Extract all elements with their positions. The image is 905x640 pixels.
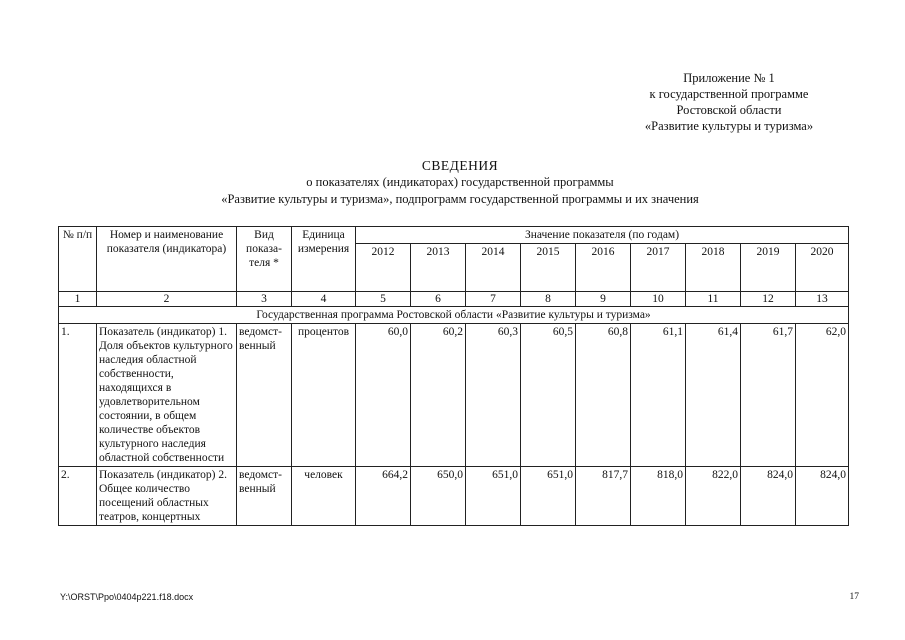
column-number: 1: [59, 292, 97, 307]
indicator-name: Показатель (индикатор) 1. Доля объектов культурного наследия областной собственности, находящихся в удовлетворительном состоянии, в общем количестве объектов культурного наследия областной собственности: [97, 324, 237, 467]
year-cell: 2019: [741, 244, 796, 292]
year-cell: 2014: [466, 244, 521, 292]
column-number: 9: [576, 292, 631, 307]
appendix-line-4: «Развитие культуры и туризма»: [644, 119, 814, 133]
year-cell: 2016: [576, 244, 631, 292]
column-number: 2: [97, 292, 237, 307]
column-number: 5: [356, 292, 411, 307]
indicators-table: [58, 226, 849, 526]
indicator-name: Показатель (индикатор) 2. Общее количество посещений областных театров, концертных: [97, 467, 237, 526]
value-cell: 60,8: [576, 324, 631, 467]
indicator-type: ведомст-венный: [237, 324, 292, 467]
table-row: [59, 324, 849, 467]
year-cell: 2017: [631, 244, 686, 292]
column-number: 3: [237, 292, 292, 307]
appendix-line-1: Приложение № 1: [683, 71, 775, 85]
header-values: Значение показателя (по годам): [356, 227, 849, 244]
column-number: 6: [411, 292, 466, 307]
column-numbers-row: [59, 292, 849, 307]
year-cell: 2013: [411, 244, 466, 292]
heading-line-2: о показателях (индикаторах) государственной программы: [306, 175, 614, 189]
row-number: 1.: [59, 324, 97, 467]
column-number: 13: [796, 292, 849, 307]
document-title: СВЕДЕНИЯ: [421, 158, 499, 173]
value-cell: 60,2: [411, 324, 466, 467]
indicator-unit: процентов: [292, 324, 356, 467]
year-cell: 2018: [686, 244, 741, 292]
value-cell: 818,0: [631, 467, 686, 526]
column-number: 8: [521, 292, 576, 307]
program-title-row: [59, 307, 849, 324]
value-cell: 817,7: [576, 467, 631, 526]
column-number: 7: [466, 292, 521, 307]
indicator-unit: человек: [292, 467, 356, 526]
value-cell: 60,3: [466, 324, 521, 467]
value-cell: 61,1: [631, 324, 686, 467]
heading-line-3: «Развитие культуры и туризма», подпрограмм государственной программы и их значения: [221, 192, 699, 206]
appendix-line-3: Ростовской области: [676, 103, 782, 117]
header-type: Вид показа-теля *: [237, 227, 292, 292]
value-cell: 61,7: [741, 324, 796, 467]
value-cell: 60,5: [521, 324, 576, 467]
header-name: Номер и наименование показателя (индикатора): [97, 227, 237, 292]
year-cell: 2020: [796, 244, 849, 292]
value-cell: 822,0: [686, 467, 741, 526]
value-cell: 824,0: [796, 467, 849, 526]
indicator-type: ведомст-венный: [237, 467, 292, 526]
value-cell: 651,0: [466, 467, 521, 526]
value-cell: 650,0: [411, 467, 466, 526]
year-cell: 2015: [521, 244, 576, 292]
header-number: № п/п: [59, 227, 97, 292]
value-cell: 824,0: [741, 467, 796, 526]
column-number: 10: [631, 292, 686, 307]
program-title: Государственная программа Ростовской области «Развитие культуры и туризма»: [59, 307, 849, 324]
column-number: 4: [292, 292, 356, 307]
value-cell: 651,0: [521, 467, 576, 526]
value-cell: 62,0: [796, 324, 849, 467]
header-unit: Единица измерения: [292, 227, 356, 292]
file-path: Y:\ORST\Ppo\0404p221.f18.docx: [60, 592, 194, 602]
value-cell: 664,2: [356, 467, 411, 526]
column-number: 12: [741, 292, 796, 307]
value-cell: 60,0: [356, 324, 411, 467]
appendix-line-2: к государственной программе: [649, 87, 809, 101]
table-row: [59, 467, 849, 526]
year-cell: 2012: [356, 244, 411, 292]
value-cell: 61,4: [686, 324, 741, 467]
row-number: 2.: [59, 467, 97, 526]
column-number: 11: [686, 292, 741, 307]
page-number: 17: [849, 592, 859, 602]
